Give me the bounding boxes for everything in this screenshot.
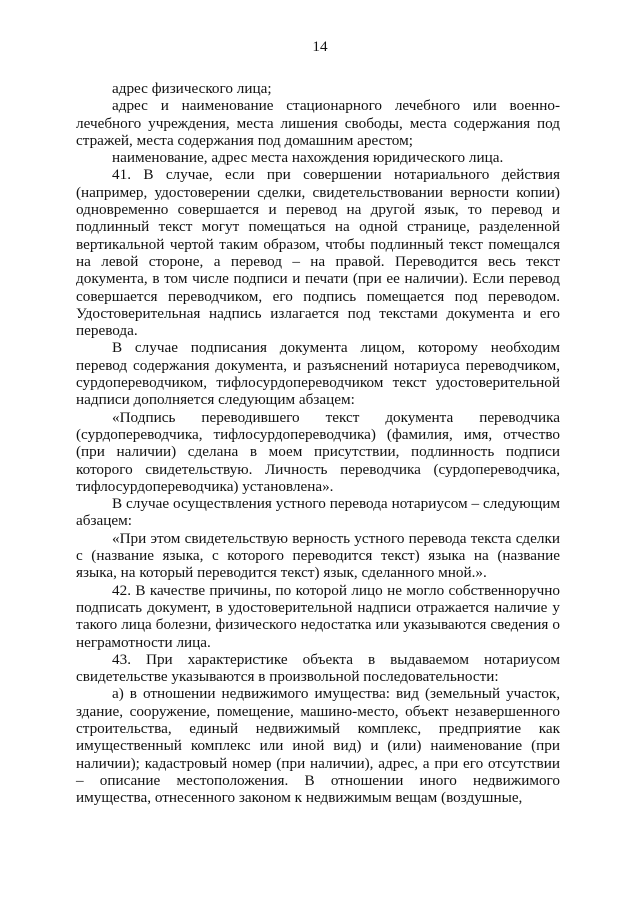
page-number: 14 — [312, 38, 328, 55]
quoted-paragraph: «Подпись переводившего текст документа переводчика (сурдопереводчика, тифлосурдопереводчика) (фамилия, имя, отчество (при наличии) сделана в моем присутствии, подлинность подписи которого свидетельствую. Личность переводчика (сурдопереводчика, тифлосурдопереводчика) установлена». — [76, 408, 560, 495]
paragraph: адрес и наименование стационарного лечебного или военно-лечебного учреждения, места лишения свободы, места содержания под стражей, места содержания под домашним арестом; — [76, 97, 560, 149]
paragraph-42: 42. В качестве причины, по которой лицо не могло собственноручно подписать документ, в удостоверительной надписи отражается наличие у такого лица болезни, физического недостатка или указываются сведения о неграмотности лица. — [76, 581, 560, 651]
paragraph-41: 41. В случае, если при совершении нотариального действия (например, удостоверении сделки, свидетельствовании верности копии) одновременно совершается и перевод на другой язык, то перевод и подлинный текст могут помещаться на одной странице, разделенной вертикальной чертой таким образом, чтобы подлинный текст помещался на левой стороне, а перевод – на правой. Переводится весь текст документа, в том числе подписи и печати (при ее наличии). Если перевод совершается переводчиком, его подпись помещается под переводом. Удостоверительная надпись излагается под текстами документа и его перевода. — [76, 166, 560, 340]
paragraph: В случае осуществления устного перевода нотариусом – следующим абзацем: — [76, 495, 560, 530]
paragraph-43-a: а) в отношении недвижимого имущества: вид (земельный участок, здание, сооружение, помещение, машино-место, объект незавершенного строительства, единый недвижимый комплекс, предприятие как имущественный комплекс или иной вид) и (или) наименование (при наличии); кадастровый номер (при наличии), адрес, а при его отсутствии – описание местоположения. В отношении иного недвижимого имущества, отнесенного законом к недвижимым вещам (воздушные, — [76, 685, 560, 807]
document-body — [76, 80, 560, 806]
paragraph-43: 43. При характеристике объекта в выдаваемом нотариусом свидетельстве указываются в произвольной последовательности: — [76, 650, 560, 686]
paragraph: наименование, адрес места нахождения юридического лица. — [112, 149, 504, 167]
paragraph: В случае подписания документа лицом, которому необходим перевод содержания документа, и разъяснений нотариуса переводчиком, сурдопереводчиком, тифлосурдопереводчиком текст удостоверительной надписи дополняется следующим абзацем: — [76, 339, 560, 409]
paragraph: адрес физического лица; — [112, 80, 272, 97]
quoted-paragraph: «При этом свидетельствую верность устного перевода текста сделки с (название языка, с которого переводится текст) языка на (название языка, на который переводится текст) язык, сделанного мной.». — [76, 529, 560, 582]
